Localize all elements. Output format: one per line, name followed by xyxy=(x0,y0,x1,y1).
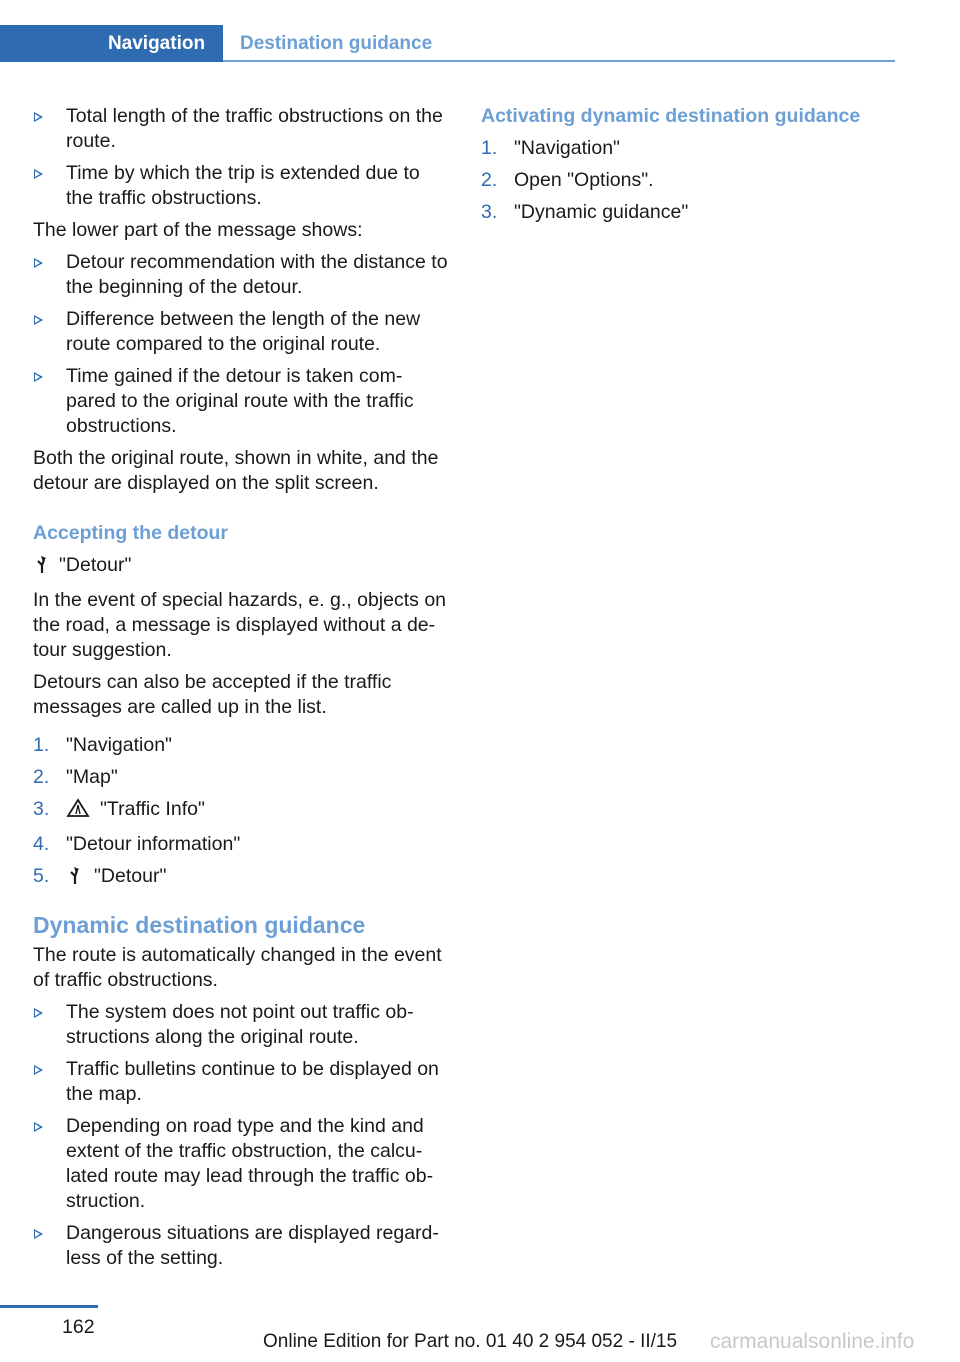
obstruction-info-list xyxy=(33,104,451,211)
header-rule xyxy=(223,60,895,62)
list-item: Difference between the length of the new route compared to the original route. xyxy=(33,307,451,357)
paragraph-dynamic: The route is automatically changed in the event of traffic obstructions. xyxy=(33,944,442,991)
header-section-tab: Navigation xyxy=(0,25,223,62)
paragraph-detours-list: Detours can also be accepted if the traffic messages are called up in the list. xyxy=(33,671,392,718)
watermark: carmanualsonline.info xyxy=(710,1330,915,1353)
list-item: Detour recommendation with the distance to the beginning of the detour. xyxy=(33,250,451,300)
list-item: Dangerous situations are displayed regard‐ less of the setting. xyxy=(33,1221,451,1271)
list-item: 1. "Navigation" xyxy=(481,137,620,159)
left-column xyxy=(33,104,451,1278)
page-number-rule xyxy=(0,1305,98,1308)
page-header xyxy=(0,25,895,62)
bullet-triangle-icon xyxy=(34,169,43,179)
bullet-triangle-icon xyxy=(34,372,43,382)
detour-instruction: "Detour" xyxy=(33,553,451,581)
list-item: 4. "Detour information" xyxy=(33,833,241,855)
list-item: Depending on road type and the kind and extent of the traffic obstruction, the calcu‐ lated route may lead through the traffic ob‐ struction. xyxy=(33,1114,451,1214)
heading-activating-dynamic: Activating dynamic destination guidance xyxy=(481,105,861,127)
list-item: 1. "Navigation" xyxy=(33,734,172,756)
list-item: The system does not point out traffic ob‐ structions along the original route. xyxy=(33,1000,451,1050)
detour-steps-list xyxy=(33,733,451,892)
bullet-triangle-icon xyxy=(34,315,43,325)
paragraph-split-screen: Both the original route, shown in white, and the detour are displayed on the split screen. xyxy=(33,447,439,494)
dynamic-guidance-list xyxy=(33,1000,451,1271)
detour-info-list xyxy=(33,250,451,439)
list-item: Traffic bulletins continue to be displayed on the map. xyxy=(33,1057,451,1107)
right-column xyxy=(481,104,899,232)
list-item: Time by which the trip is extended due to the traffic obstructions. xyxy=(33,161,451,211)
header-subsection: Destination guidance xyxy=(240,33,433,54)
list-item: 2. Open "Options". xyxy=(481,169,654,191)
list-item: Time gained if the detour is taken com‐ pared to the original route with the traffic obstructions. xyxy=(33,364,451,439)
activation-steps-list xyxy=(481,136,899,225)
heading-dynamic-guidance: Dynamic destination guidance xyxy=(33,912,366,938)
detour-icon xyxy=(66,865,84,892)
list-item: 3. "Traffic Info" xyxy=(33,797,451,825)
detour-icon xyxy=(33,554,51,581)
list-item: 2. "Map" xyxy=(33,766,118,788)
traffic-warning-icon xyxy=(66,798,90,825)
bullet-triangle-icon xyxy=(34,1008,43,1018)
paragraph-special-hazards: In the event of special hazards, e. g., objects on the road, a message is displayed without a de‐ tour suggestion. xyxy=(33,589,447,661)
bullet-triangle-icon xyxy=(34,1065,43,1075)
paragraph-lower-part: The lower part of the message shows: xyxy=(33,219,363,241)
list-item: Total length of the traffic obstructions on the route. xyxy=(33,104,451,154)
edition-footer: Online Edition for Part no. 01 40 2 954 052 - II/15 xyxy=(263,1331,678,1352)
bullet-triangle-icon xyxy=(34,1122,43,1132)
list-item: 3. "Dynamic guidance" xyxy=(481,201,689,223)
heading-accepting-detour: Accepting the detour xyxy=(33,522,229,544)
list-item: 5. "Detour" xyxy=(33,864,451,892)
bullet-triangle-icon xyxy=(34,1229,43,1239)
page-number: 162 xyxy=(62,1316,95,1338)
bullet-triangle-icon xyxy=(34,258,43,268)
bullet-triangle-icon xyxy=(34,112,43,122)
